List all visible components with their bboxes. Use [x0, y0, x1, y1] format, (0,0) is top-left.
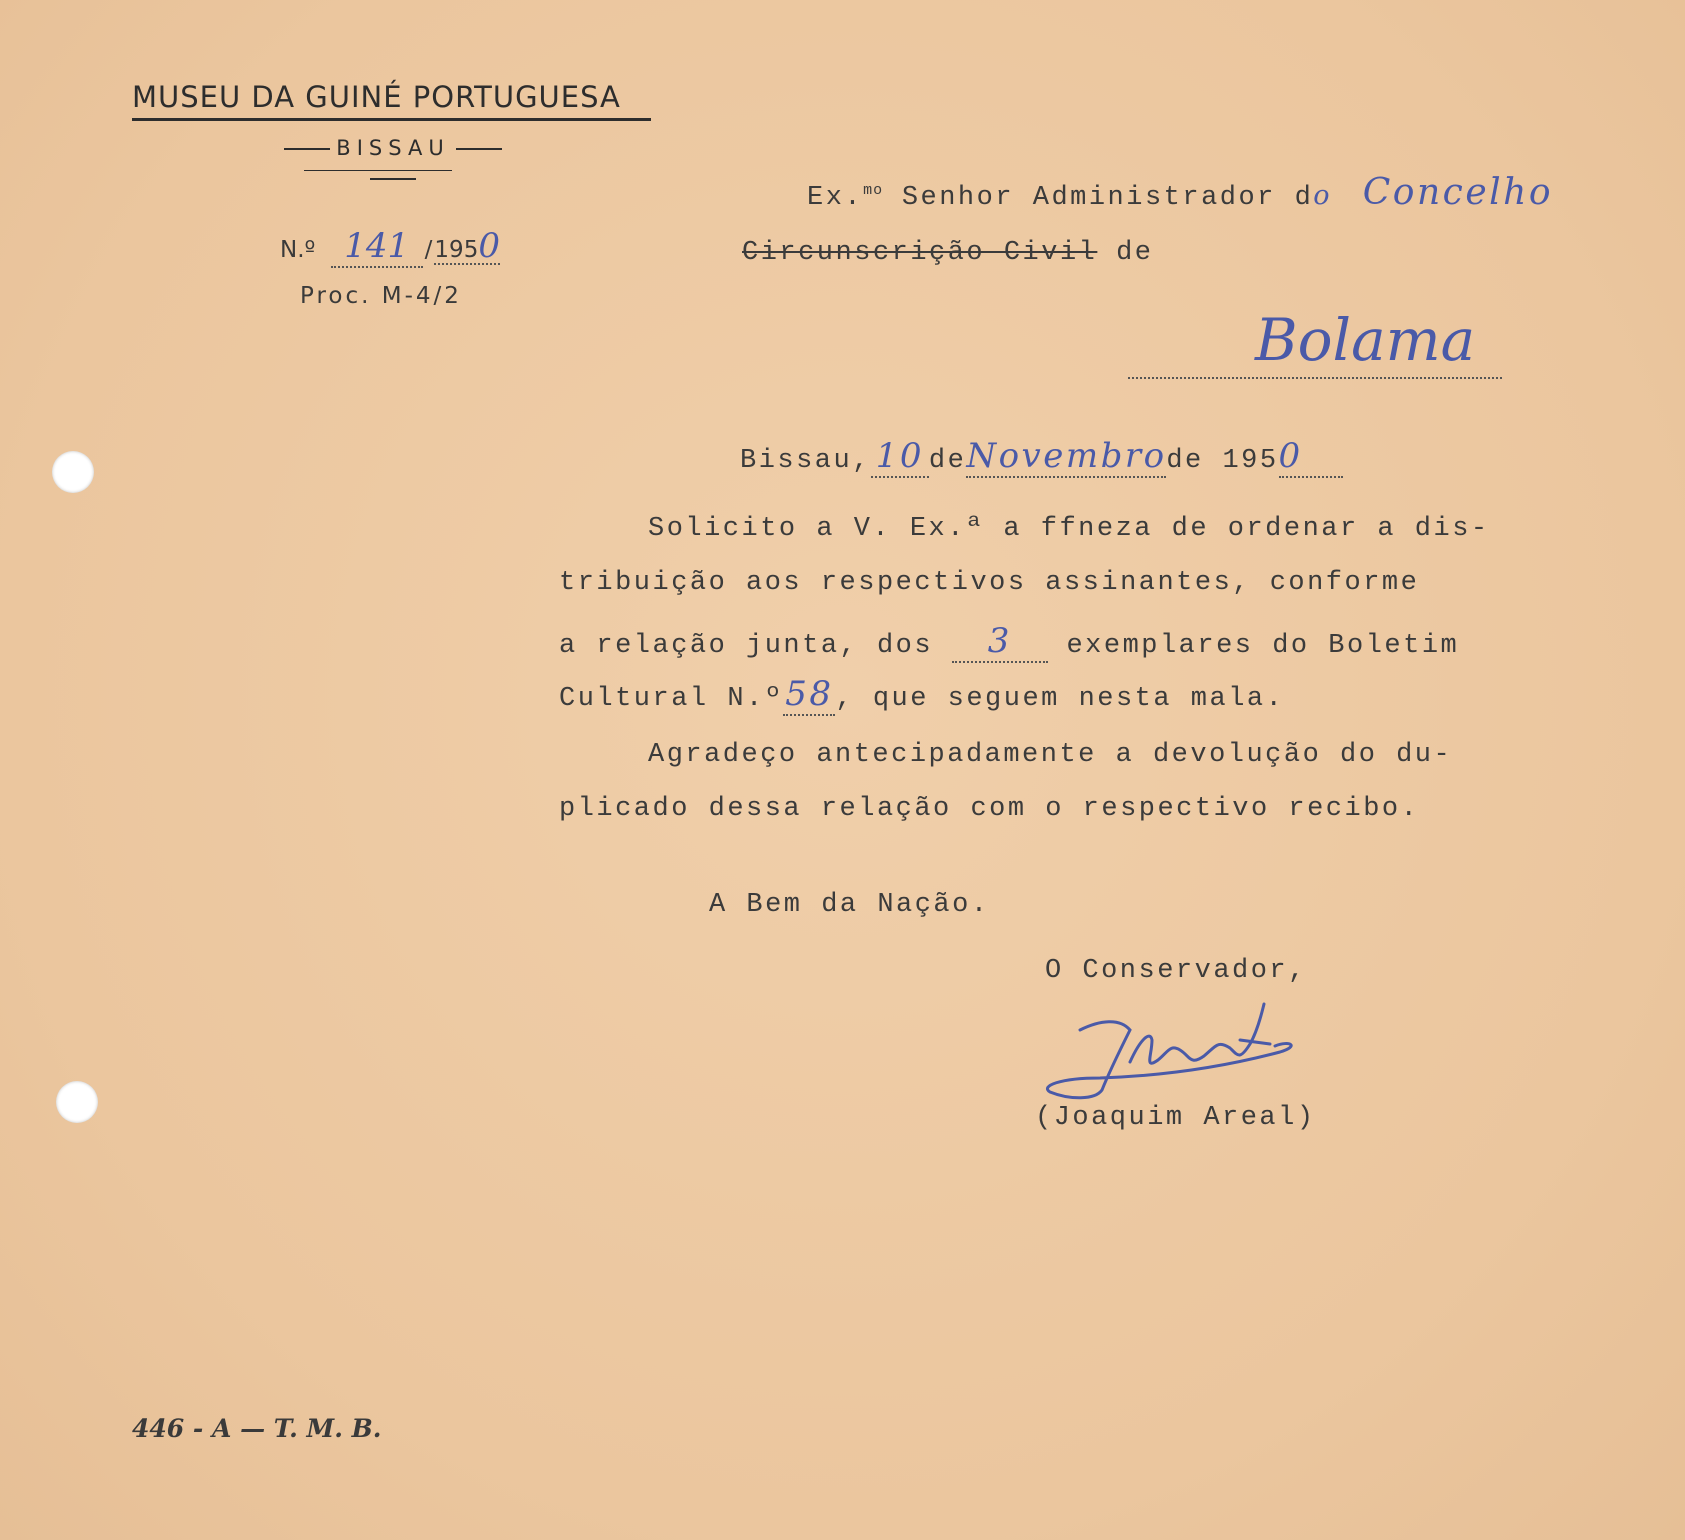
addressee-line-2 — [742, 238, 1153, 268]
struck-office: Circunscrição Civil — [742, 238, 1098, 268]
date-month: Novembro — [966, 436, 1167, 476]
body-paragraph-2-line-1: Agradeço antecipadamente a devolução do du- — [648, 740, 1453, 770]
copies-count: 3 — [987, 621, 1012, 661]
institution-name: MUSEU DA GUINÉ PORTUGUESA — [132, 80, 621, 114]
date-line — [740, 436, 1343, 478]
bulletin-suffix: , que seguem nesta mala. — [835, 684, 1285, 714]
closing-role: O Conservador, — [1045, 956, 1307, 986]
letterhead-rule — [132, 118, 651, 121]
date-year-handwritten: 0 — [1278, 436, 1303, 476]
date-year-printed: 195 — [1222, 446, 1279, 476]
number-label: N.º — [280, 237, 316, 263]
process-reference: Proc. M-4/2 — [300, 283, 462, 309]
handwritten-place: Bolama — [1255, 306, 1476, 374]
reference-number: N.º 141 /1950 — [280, 226, 500, 266]
date-day: 10 — [875, 436, 925, 476]
body-paragraph-1-line-1: Solicito a V. Ex.ª a ffneza de ordenar a dis- — [648, 514, 1490, 544]
number-handwritten: 141 — [344, 226, 410, 266]
body-paragraph-1-line-4 — [559, 674, 1284, 716]
addressee-title: Senhor Administrador d — [901, 183, 1314, 213]
title-overwrite: o — [1313, 180, 1333, 211]
handwritten-signature — [1040, 1000, 1330, 1110]
handwritten-office: Concelho — [1362, 172, 1554, 213]
letterhead-city — [258, 136, 528, 160]
copies-suffix: exemplares do Boletim — [1066, 631, 1460, 661]
copies-prefix: a relação junta, dos — [559, 631, 934, 661]
date-place: Bissau, — [740, 446, 871, 476]
letterhead-rule-thin — [304, 170, 452, 171]
signatory-name: (Joaquim Areal) — [1035, 1103, 1316, 1133]
form-code: 446 - A — T. M. B. — [132, 1414, 382, 1443]
addressee-line — [807, 172, 1553, 213]
punch-hole-top — [52, 451, 94, 493]
closing-formula: A Bem da Nação. — [709, 890, 990, 920]
body-paragraph-2-line-2: plicado dessa relação com o respectivo recibo. — [559, 794, 1420, 824]
year-printed: 195 — [434, 237, 479, 263]
body-paragraph-1-line-2: tribuição aos respectivos assinantes, conforme — [559, 568, 1420, 598]
salutation: Ex. — [807, 183, 864, 213]
salutation-sup: mo — [863, 182, 884, 199]
place-dotted-line — [1128, 377, 1502, 379]
city-name: BISSAU — [336, 136, 450, 160]
addressee-de: de — [1116, 238, 1154, 268]
punch-hole-bottom — [56, 1081, 98, 1123]
bulletin-number: 58 — [785, 674, 834, 714]
letterhead-rule-short — [370, 178, 416, 180]
date-de-2: de — [1166, 446, 1204, 476]
date-de-1: de — [928, 446, 967, 476]
body-paragraph-1-line-3 — [559, 621, 1459, 663]
year-handwritten: 0 — [478, 226, 500, 266]
bulletin-prefix: Cultural N.º — [559, 684, 784, 714]
